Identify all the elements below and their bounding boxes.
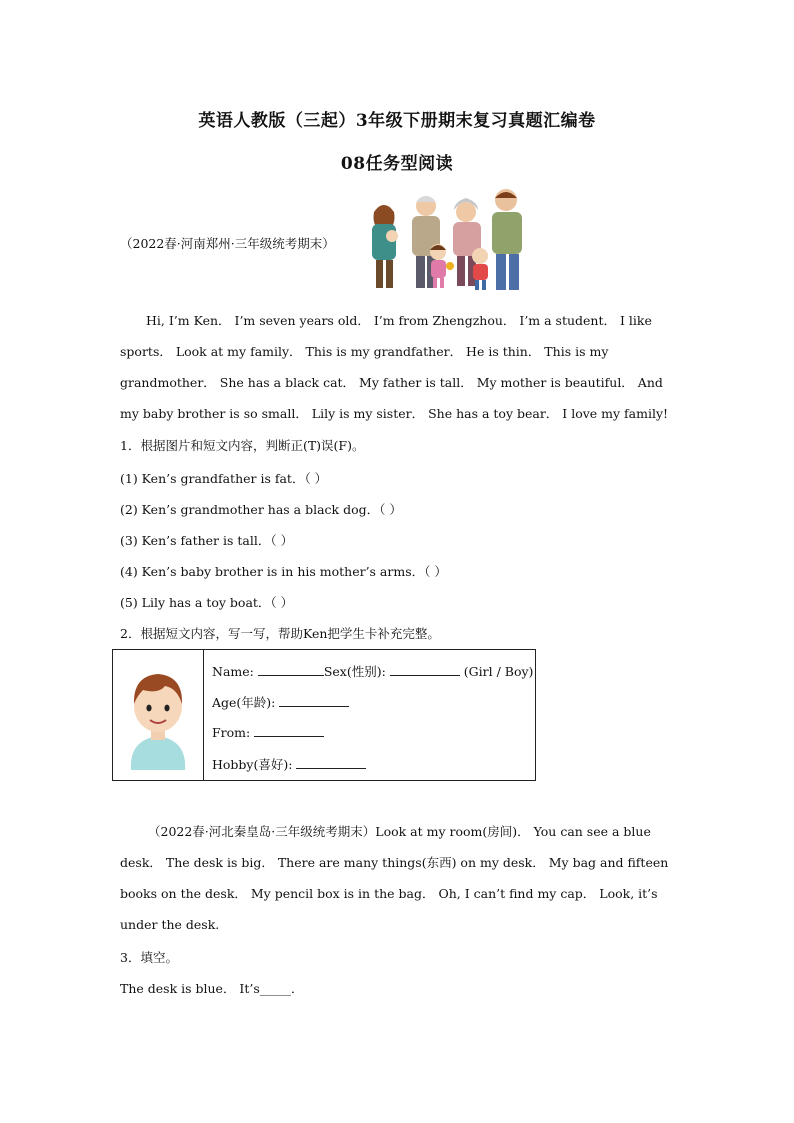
page-subtitle: 08任务型阅读 [340, 154, 454, 174]
question-1-item-1: (1) Ken’s grandfather is fat．（ ） [120, 471, 328, 486]
age-blank[interactable] [279, 694, 349, 707]
age-label: Age(年龄): [212, 695, 276, 710]
sex-options: (Girl / Boy) [463, 664, 534, 679]
name-label: Name: [212, 664, 254, 679]
card-divider [203, 650, 204, 780]
question-3-item: The desk is blue． It’s_____． [120, 981, 304, 996]
question-1-instruction: 1．根据图片和短文内容，判断正(T)误(F)。 [120, 438, 365, 453]
card-from-row [212, 724, 324, 740]
question-1-item-2: (2) Ken’s grandmother has a black dog．（ ） [120, 502, 402, 517]
card-name-row [212, 662, 533, 680]
card-hobby-row [212, 755, 366, 773]
hobby-label: Hobby(喜好): [212, 757, 293, 772]
from-label: From: [212, 725, 251, 740]
question-3-instruction: 3．填空。 [120, 950, 178, 965]
question-1-item-3: (3) Ken’s father is tall．（ ） [120, 533, 294, 548]
question-2-instruction: 2．根据短文内容，写一写，帮助Ken把学生卡补充完整。 [120, 626, 440, 641]
sex-label: Sex(性别): [323, 664, 386, 679]
question-1-item-5: (5) Lily has a toy boat．（ ） [120, 595, 294, 610]
name-blank[interactable] [258, 663, 324, 676]
boy-avatar [119, 660, 197, 770]
card-age-row [212, 693, 349, 711]
source-note-2: （2022春·河北秦皇岛·三年级统考期末） [148, 824, 376, 839]
source-note-1: （2022春·河南郑州·三年级统考期末） [120, 236, 335, 251]
sex-blank[interactable] [390, 663, 460, 676]
page-title: 英语人教版（三起）3年级下册期末复习真题汇编卷 [198, 111, 596, 131]
family-illustration [360, 184, 544, 296]
reading-passage-1: Hi, I’m Ken． I’m seven years old． I’m from Zhengzhou． I’m a student． I like sports． Look at my family． This is my grandfather． He is thin． This is my grandmother． She has a black cat． My father is tall． My mother is beautiful． And my baby brother is so small． Lily is my sister． She has a toy bear． I love my family! [120, 313, 669, 421]
from-blank[interactable] [254, 724, 324, 737]
reading-passage-2: （2022春·河北秦皇岛·三年级统考期末）Look at my room(房间)． You can see a blue desk． The desk is big． There are many things(东西) on my desk． My bag and fifteen books on the desk． My pencil box is in the bag． Oh, I can’t find my cap． Look, it’s under the desk. [120, 824, 669, 932]
question-1-item-4: (4) Ken’s baby brother is in his mother’s arms．（ ） [120, 564, 447, 579]
student-card [112, 649, 536, 781]
hobby-blank[interactable] [296, 756, 366, 769]
